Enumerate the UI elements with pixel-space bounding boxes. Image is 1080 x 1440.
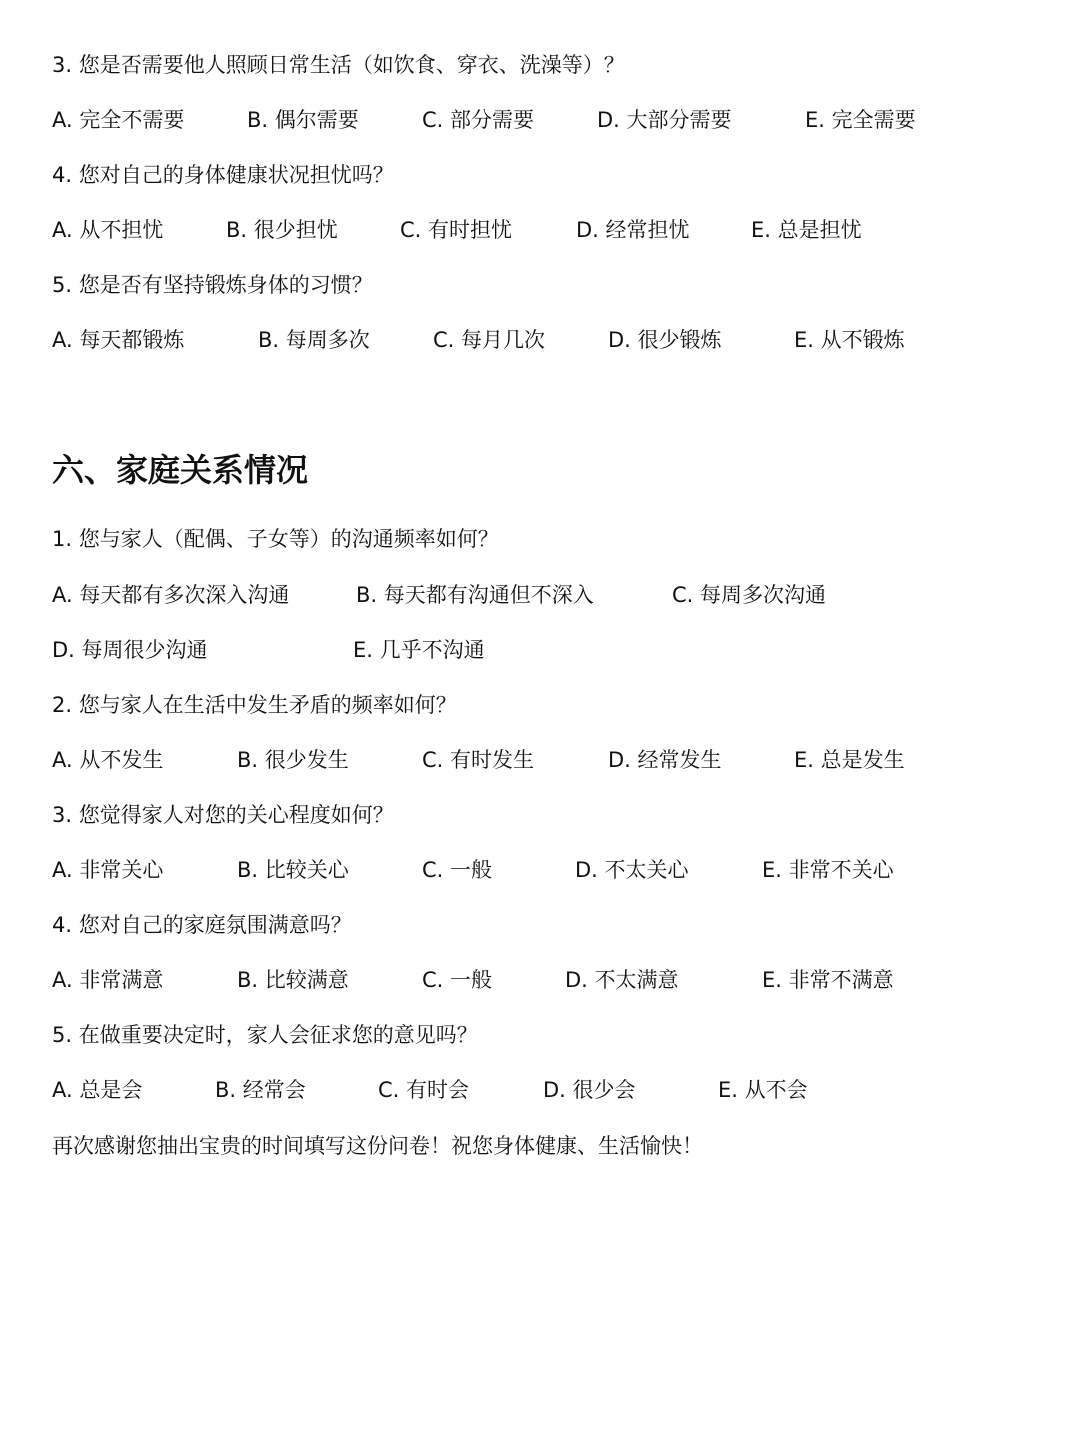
answer-option[interactable]: C. 一般 xyxy=(422,858,493,882)
answer-option[interactable]: A. 每天都有多次深入沟通 xyxy=(52,583,290,607)
answer-option[interactable]: E. 总是发生 xyxy=(794,748,905,772)
answer-option[interactable]: C. 每周多次沟通 xyxy=(672,583,827,607)
question-text: 4. 您对自己的家庭氛围满意吗？ xyxy=(52,913,352,937)
question-text: 4. 您对自己的身体健康状况担忧吗？ xyxy=(52,163,394,187)
answer-option[interactable]: B. 很少发生 xyxy=(237,748,349,772)
answer-option[interactable]: D. 经常担忧 xyxy=(576,218,690,242)
answer-option[interactable]: D. 每周很少沟通 xyxy=(52,638,208,662)
answer-option[interactable]: E. 从不会 xyxy=(718,1078,808,1102)
answer-option[interactable]: B. 比较关心 xyxy=(237,858,349,882)
answer-option[interactable]: E. 完全需要 xyxy=(805,108,916,132)
answer-option[interactable]: A. 总是会 xyxy=(52,1078,143,1102)
question-text: 1. 您与家人（配偶、子女等）的沟通频率如何？ xyxy=(52,527,499,551)
answer-option[interactable]: E. 总是担忧 xyxy=(751,218,862,242)
answer-option[interactable]: B. 每周多次 xyxy=(258,328,370,352)
answer-option[interactable]: C. 一般 xyxy=(422,968,493,992)
answer-option[interactable]: A. 非常满意 xyxy=(52,968,164,992)
question-text: 5. 在做重要决定时，家人会征求您的意见吗？ xyxy=(52,1023,478,1047)
answer-option[interactable]: C. 有时会 xyxy=(378,1078,470,1102)
answer-option[interactable]: A. 非常关心 xyxy=(52,858,164,882)
section-title: 六、家庭关系情况 xyxy=(52,451,309,489)
answer-option[interactable]: D. 不太关心 xyxy=(575,858,689,882)
question-text: 2. 您与家人在生活中发生矛盾的频率如何？ xyxy=(52,693,457,717)
question-text: 3. 您觉得家人对您的关心程度如何？ xyxy=(52,803,394,827)
closing-note: 再次感谢您抽出宝贵的时间填写这份问卷！祝您身体健康、生活愉快！ xyxy=(52,1134,703,1158)
answer-option[interactable]: C. 有时发生 xyxy=(422,748,535,772)
answer-option[interactable]: B. 每天都有沟通但不深入 xyxy=(356,583,594,607)
answer-option[interactable]: B. 经常会 xyxy=(215,1078,306,1102)
answer-option[interactable]: B. 比较满意 xyxy=(237,968,349,992)
answer-option[interactable]: E. 从不锻炼 xyxy=(794,328,905,352)
question-text: 3. 您是否需要他人照顾日常生活（如饮食、穿衣、洗澡等）？ xyxy=(52,53,625,77)
answer-option[interactable]: A. 从不发生 xyxy=(52,748,164,772)
answer-option[interactable]: E. 非常不满意 xyxy=(762,968,894,992)
answer-option[interactable]: D. 很少锻炼 xyxy=(608,328,722,352)
answer-option[interactable]: A. 每天都锻炼 xyxy=(52,328,185,352)
answer-option[interactable]: D. 经常发生 xyxy=(608,748,722,772)
answer-option[interactable]: D. 不太满意 xyxy=(565,968,679,992)
answer-option[interactable]: C. 每月几次 xyxy=(433,328,546,352)
answer-option[interactable]: C. 有时担忧 xyxy=(400,218,513,242)
answer-option[interactable]: D. 很少会 xyxy=(543,1078,636,1102)
answer-option[interactable]: E. 非常不关心 xyxy=(762,858,894,882)
answer-option[interactable]: A. 从不担忧 xyxy=(52,218,164,242)
answer-option[interactable]: C. 部分需要 xyxy=(422,108,535,132)
question-text: 5. 您是否有坚持锻炼身体的习惯？ xyxy=(52,273,373,297)
answer-option[interactable]: B. 很少担忧 xyxy=(226,218,338,242)
answer-option[interactable]: B. 偶尔需要 xyxy=(247,108,359,132)
answer-option[interactable]: D. 大部分需要 xyxy=(597,108,732,132)
answer-option[interactable]: A. 完全不需要 xyxy=(52,108,185,132)
answer-option[interactable]: E. 几乎不沟通 xyxy=(353,638,485,662)
